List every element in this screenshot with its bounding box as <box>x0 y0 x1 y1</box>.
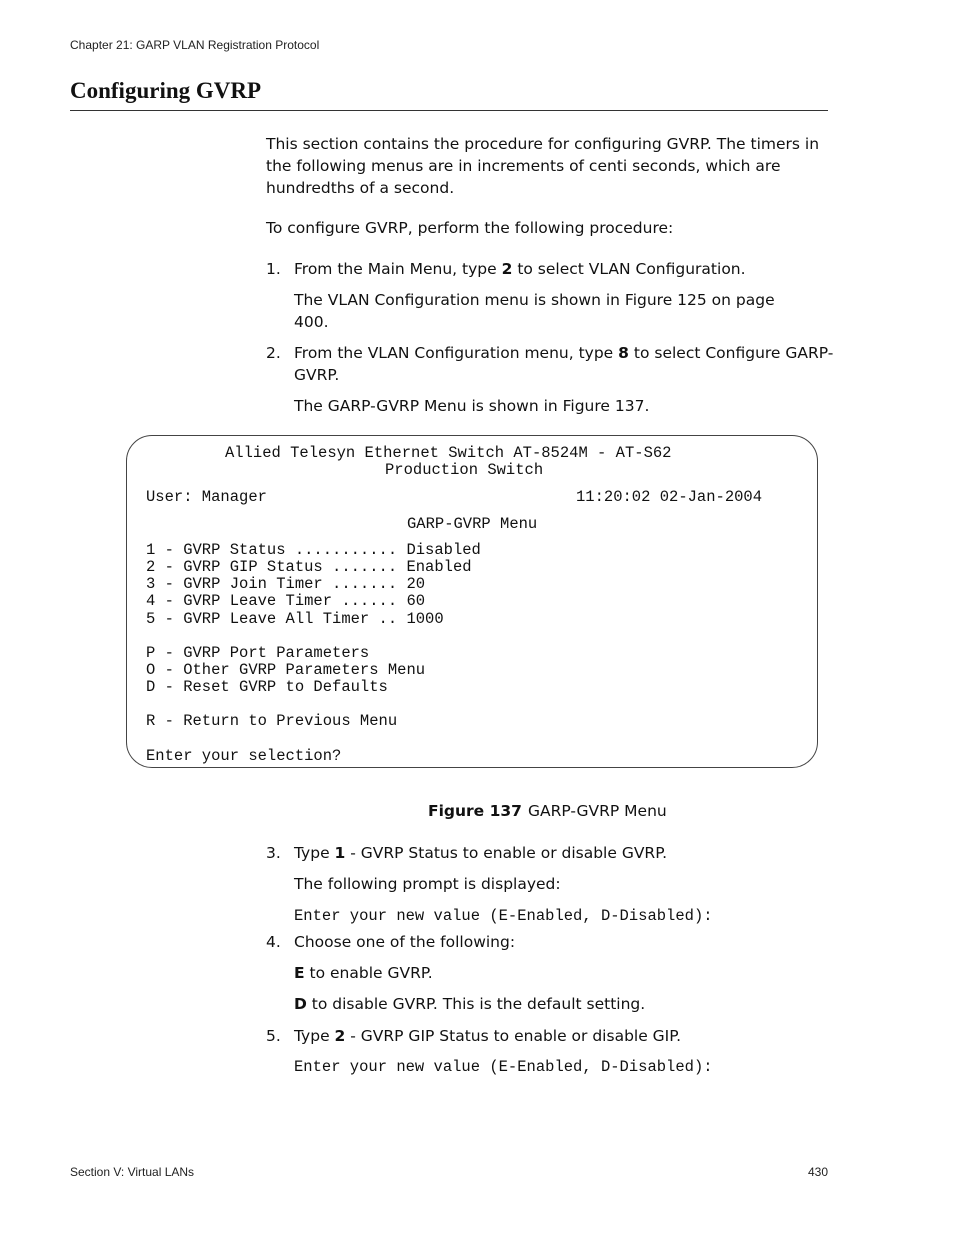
terminal-menu-item: 3 - GVRP Join Timer ....... 20 <box>146 575 426 593</box>
step-3-prompt: Enter your new value (E-Enabled, D-Disabled): <box>294 907 713 925</box>
terminal-subtitle: Production Switch <box>385 461 544 479</box>
step-1-note: The VLAN Configuration menu is shown in Figure 125 on page 400. <box>294 291 775 331</box>
terminal-menu-action: D - Reset GVRP to Defaults <box>146 678 388 696</box>
footer-section: Section V: Virtual LANs <box>70 1165 195 1179</box>
terminal-menu-action: O - Other GVRP Parameters Menu <box>146 661 426 679</box>
step-2-key: 8 <box>618 344 629 362</box>
step-1-text: From the Main Menu, type 2 to select VLAN Configuration. <box>294 260 746 278</box>
running-head: Chapter 21: GARP VLAN Registration Protocol <box>70 38 320 52</box>
terminal-datetime: 11:20:02 02-Jan-2004 <box>576 488 763 506</box>
step-3-note: The following prompt is displayed: <box>294 875 561 893</box>
figure-caption-text: GARP-GVRP Menu <box>527 802 667 820</box>
step-3-text: Type 1 - GVRP Status to enable or disable GVRP. <box>294 844 668 862</box>
step-2-number: 2. <box>266 344 281 362</box>
terminal-user: User: Manager <box>146 488 267 506</box>
terminal-menu-title: GARP-GVRP Menu <box>407 515 538 533</box>
step-3-key: 1 <box>334 844 346 862</box>
step-2-note: The GARP-GVRP Menu is shown in Figure 137. <box>294 397 650 415</box>
step-4-number: 4. <box>266 933 281 951</box>
figure-label: Figure 137 <box>428 802 522 820</box>
step-4-option-enable: E to enable GVRP. <box>294 964 433 982</box>
step-1-key: 2 <box>501 260 513 278</box>
terminal-prompt: Enter your selection? <box>146 747 342 765</box>
terminal-title: Allied Telesyn Ethernet Switch AT-8524M - AT-S62 <box>225 444 672 462</box>
figure-caption <box>428 802 667 820</box>
intro-paragraph: This section contains the procedure for configuring GVRP. The timers in the following menus are in increments of centi seconds, which are hundredths of a second. <box>266 135 820 197</box>
section-title: Configuring GVRP <box>70 78 262 103</box>
terminal-menu-item: 5 - GVRP Leave All Timer .. 1000 <box>146 610 444 628</box>
step-1-number: 1. <box>266 260 281 278</box>
step-5-prompt: Enter your new value (E-Enabled, D-Disabled): <box>294 1058 713 1076</box>
step-4-option-disable: D to disable GVRP. This is the default setting. <box>294 995 646 1013</box>
step-5-text: Type 2 - GVRP GIP Status to enable or disable GIP. <box>294 1027 682 1045</box>
step-4-text: Choose one of the following: <box>294 933 516 951</box>
terminal-menu-item: 1 - GVRP Status ........... Disabled <box>146 541 481 559</box>
step-2-text: From the VLAN Configuration menu, type 8 to select Configure GARP-GVRP. <box>294 344 834 384</box>
title-rule <box>70 110 828 111</box>
step-5-key: 2 <box>334 1027 346 1045</box>
terminal-menu-item: 4 - GVRP Leave Timer ...... 60 <box>146 592 426 610</box>
page-number: 430 <box>808 1165 829 1179</box>
step-3-number: 3. <box>266 844 281 862</box>
terminal-menu-item: 2 - GVRP GIP Status ....... Enabled <box>146 558 472 576</box>
procedure-intro: To configure GVRP, perform the following procedure: <box>266 219 674 237</box>
terminal-return-option: R - Return to Previous Menu <box>146 712 398 730</box>
terminal-menu-action: P - GVRP Port Parameters <box>146 644 370 662</box>
step-5-number: 5. <box>266 1027 281 1045</box>
terminal-screen <box>126 435 818 768</box>
